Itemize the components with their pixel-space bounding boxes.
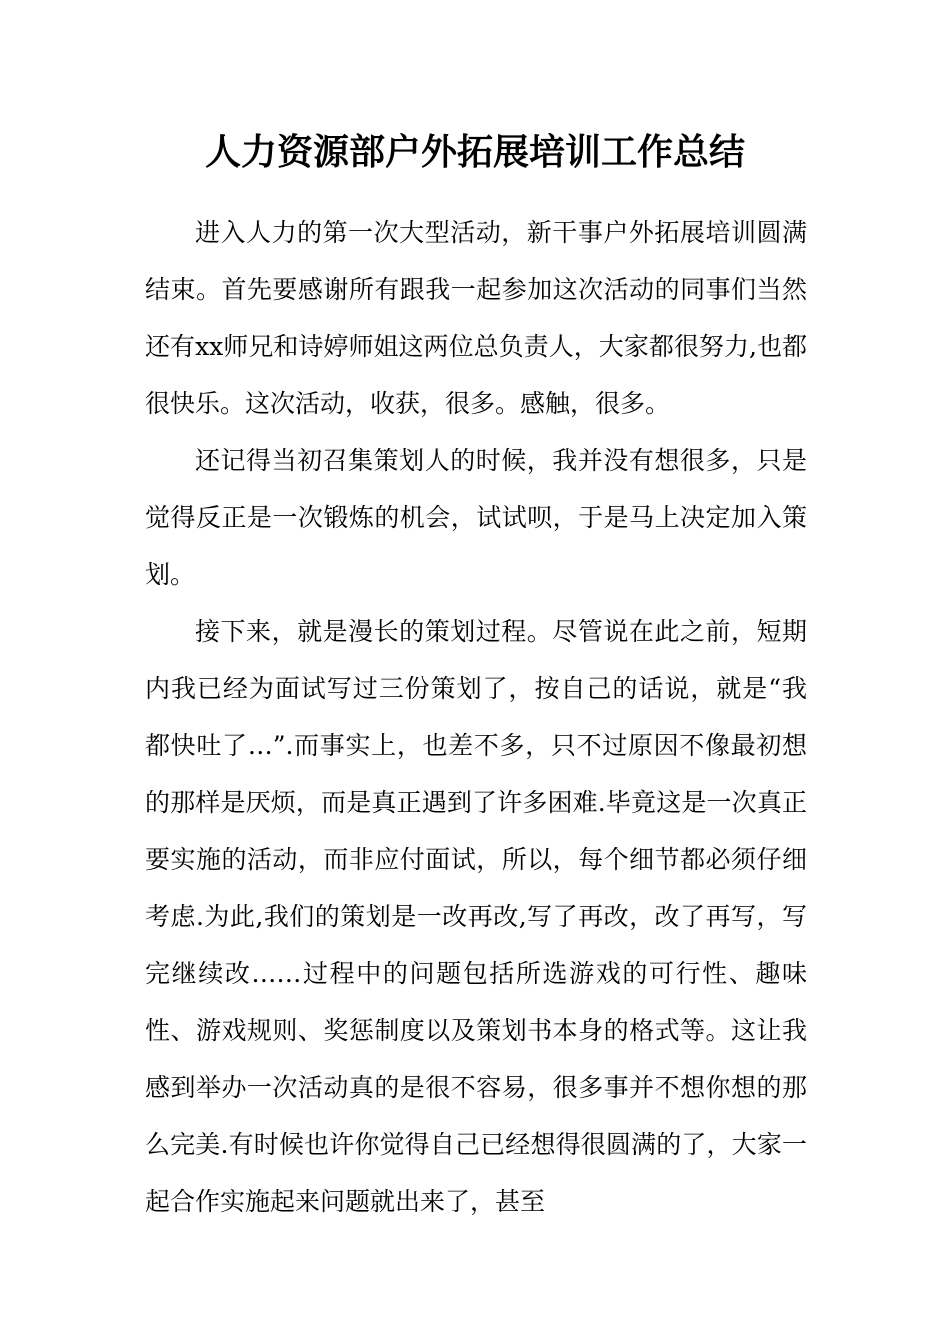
- paragraph-2: 还记得当初召集策划人的时候，我并没有想很多，只是觉得反正是一次锻炼的机会，试试呗，于是马上决定加入策划。: [145, 446, 807, 589]
- paragraph-3: 接下来，就是漫长的策划过程。尽管说在此之前，短期内我已经为面试写过三份策划了，按自己的话说，就是“我都快吐了…”.而事实上，也差不多，只不过原因不像最初想的那样是厌烦，而是真正遇到了许多困难.毕竟这是一次真正要实施的活动，而非应付面试，所以，每个细节都必须仔细考虑.为此,我们的策划是一改再改,写了再改，改了再写，写完继续改……过程中的问题包括所选游戏的可行性、趣味性、游戏规则、奖惩制度以及策划书本身的格式等。这让我感到举办一次活动真的是很不容易，很多事并不想你想的那么完美.有时候也许你觉得自己已经想得很圆满的了，大家一起合作实施起来问题就出来了，甚至: [145, 617, 807, 1216]
- document-body: [145, 204, 807, 1230]
- paragraph-1: 进入人力的第一次大型活动，新干事户外拓展培训圆满结束。首先要感谢所有跟我一起参加这次活动的同事们当然还有xx师兄和诗婷师姐这两位总负责人，大家都很努力,也都很快乐。这次活动，收获，很多。感触，很多。: [145, 218, 807, 418]
- document-title: 人力资源部户外拓展培训工作总结: [204, 131, 745, 173]
